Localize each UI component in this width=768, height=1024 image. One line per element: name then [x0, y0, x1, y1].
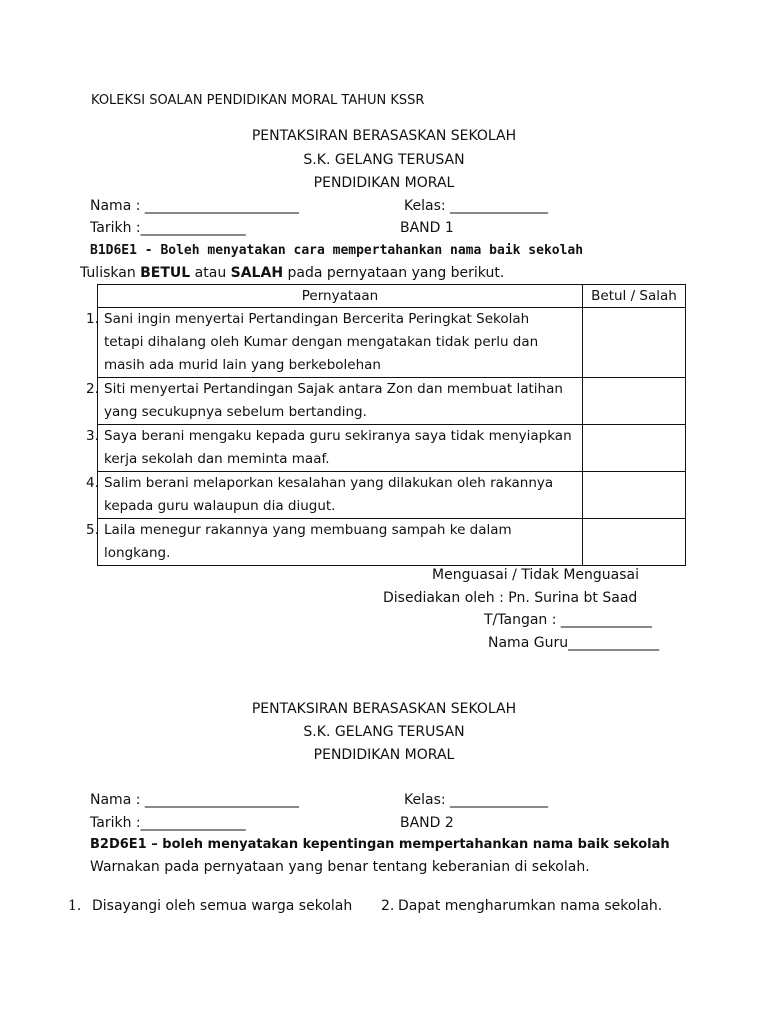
header-pernyataan: Pernyataan — [98, 285, 583, 308]
s2-item-2-number: 2. — [381, 898, 395, 914]
statement-line: masih ada murid lain yang berkebolehan — [104, 357, 381, 373]
statement-line: Salim berani melaporkan kesalahan yang dilakukan oleh rakannya — [104, 475, 554, 491]
statement-cell — [86, 519, 583, 566]
s1-objective: B1D6E1 - Boleh menyatakan cara mempertahankan nama baik sekolah — [90, 243, 584, 258]
s1-tarikh-field: Tarikh :_______________ — [90, 220, 246, 236]
s2-title-school-assessment: PENTAKSIRAN BERASASKAN SEKOLAH — [251, 701, 517, 717]
s1-mastery-status: Menguasai / Tidak Menguasai — [432, 567, 639, 583]
statement-cell — [86, 378, 583, 425]
s1-instruction-post: pada pernyataan yang berikut. — [283, 265, 505, 281]
s1-instruction-mid: atau — [190, 265, 231, 281]
statement-line: kepada guru walaupun dia diugut. — [104, 498, 336, 514]
s2-instruction: Warnakan pada pernyataan yang benar tentang keberanian di sekolah. — [90, 859, 590, 875]
statement-line: Siti menyertai Pertandingan Sajak antara Zon dan membuat latihan — [104, 381, 563, 397]
s2-title-school-name: S.K. GELANG TERUSAN — [303, 724, 465, 740]
table-row — [98, 472, 686, 519]
s1-instruction-pre: Tuliskan — [80, 265, 141, 281]
row-number: 1. — [86, 311, 99, 327]
answer-cell[interactable] — [583, 378, 686, 425]
statement-line: yang secukupnya sebelum bertanding. — [104, 404, 367, 420]
s1-kelas-field: Kelas: ______________ — [404, 198, 549, 214]
row-number: 2. — [86, 381, 99, 397]
row-number: 5. — [86, 522, 99, 538]
s1-band-label: BAND 1 — [400, 220, 454, 236]
s2-nama-field: Nama : ______________________ — [90, 792, 299, 808]
statement-cell — [86, 308, 583, 378]
s1-title-school-assessment: PENTAKSIRAN BERASASKAN SEKOLAH — [251, 128, 517, 144]
s2-title-subject: PENDIDIKAN MORAL — [313, 747, 455, 763]
statement-line: tetapi dihalang oleh Kumar dengan mengatakan tidak perlu dan — [104, 334, 539, 350]
s2-objective: B2D6E1 – boleh menyatakan kepentingan mempertahankan nama baik sekolah — [90, 837, 670, 852]
s1-title-subject: PENDIDIKAN MORAL — [313, 175, 455, 191]
s1-instruction-salah: SALAH — [230, 265, 284, 281]
header-betul-salah: Betul / Salah — [583, 285, 686, 308]
statement-cell — [86, 472, 583, 519]
s2-item-1-number: 1. — [68, 898, 82, 914]
answer-cell[interactable] — [583, 472, 686, 519]
table-row — [98, 425, 686, 472]
s2-tarikh-field: Tarikh :_______________ — [90, 815, 246, 831]
s1-signature-field: T/Tangan : _____________ — [484, 612, 652, 628]
s2-band-label: BAND 2 — [400, 815, 454, 831]
statement-line: Saya berani mengaku kepada guru sekiranya saya tidak menyiapkan — [104, 428, 572, 444]
answer-cell[interactable] — [583, 519, 686, 566]
s1-prepared-by: Disediakan oleh : Pn. Surina bt Saad — [383, 590, 638, 606]
statement-line: Laila menegur rakannya yang membuang sampah ke dalam longkang. — [104, 522, 512, 561]
s1-instruction — [80, 265, 504, 281]
table-row — [98, 519, 686, 566]
answer-cell[interactable] — [583, 425, 686, 472]
table-header-row — [98, 285, 686, 308]
statement-cell — [86, 425, 583, 472]
s1-nama-field: Nama : ______________________ — [90, 198, 299, 214]
document-header: KOLEKSI SOALAN PENDIDIKAN MORAL TAHUN KSSR — [91, 93, 425, 108]
s1-title-school-name: S.K. GELANG TERUSAN — [303, 152, 465, 168]
statement-line: Sani ingin menyertai Pertandingan Bercerita Peringkat Sekolah — [104, 311, 530, 327]
s2-kelas-field: Kelas: ______________ — [404, 792, 549, 808]
row-number: 3. — [86, 428, 99, 444]
table-row — [98, 308, 686, 378]
table-row — [98, 378, 686, 425]
s2-item-2-text[interactable]: Dapat mengharumkan nama sekolah. — [398, 898, 663, 914]
statement-line: kerja sekolah dan meminta maaf. — [104, 451, 330, 467]
s1-statements-table — [86, 284, 686, 566]
row-number: 4. — [86, 475, 99, 491]
s1-instruction-betul: BETUL — [140, 265, 191, 281]
s1-teacher-name-field: Nama Guru_____________ — [488, 635, 660, 651]
answer-cell[interactable] — [583, 308, 686, 378]
s2-item-1-text[interactable]: Disayangi oleh semua warga sekolah — [92, 898, 353, 914]
